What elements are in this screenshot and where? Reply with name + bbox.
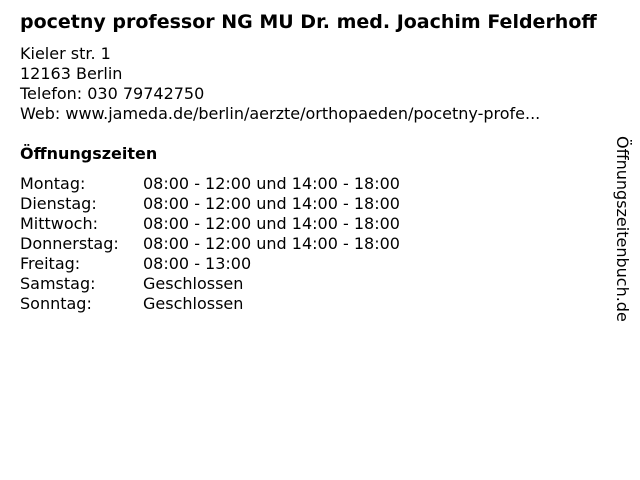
day-label: Freitag: <box>20 254 81 273</box>
hours-row-friday <box>20 254 400 274</box>
address-block <box>20 44 540 124</box>
day-label: Mittwoch: <box>20 214 98 233</box>
time-value: 08:00 - 13:00 <box>143 254 252 273</box>
hours-row-tuesday <box>20 194 400 214</box>
time-value: 08:00 - 12:00 und 14:00 - 18:00 <box>143 234 400 253</box>
day-label: Montag: <box>20 174 86 193</box>
time-value: 08:00 - 12:00 und 14:00 - 18:00 <box>143 174 400 193</box>
hours-row-sunday <box>20 294 400 314</box>
time-value: 08:00 - 12:00 und 14:00 - 18:00 <box>143 194 400 213</box>
time-value: Geschlossen <box>143 294 244 313</box>
day-label: Dienstag: <box>20 194 97 213</box>
business-title: pocetny professor NG MU Dr. med. Joachim Felderhoff <box>20 11 597 33</box>
time-value: Geschlossen <box>143 274 244 293</box>
time-value: 08:00 - 12:00 und 14:00 - 18:00 <box>143 214 400 233</box>
day-label: Donnerstag: <box>20 234 119 253</box>
source-watermark-label: Öffnungszeitenbuch.de <box>613 136 632 322</box>
phone-number: Telefon: 030 79742750 <box>20 84 205 103</box>
hours-row-monday <box>20 174 400 194</box>
street-address: Kieler str. 1 <box>20 44 111 63</box>
opening-hours-table <box>20 174 400 314</box>
opening-hours-heading: Öffnungszeiten <box>20 144 158 163</box>
hours-row-thursday <box>20 234 400 254</box>
website-link[interactable]: Web: www.jameda.de/berlin/aerzte/orthopaeden/pocetny-profe... <box>20 104 541 123</box>
city-postal: 12163 Berlin <box>20 64 123 83</box>
day-label: Sonntag: <box>20 294 92 313</box>
day-label: Samstag: <box>20 274 96 293</box>
hours-row-wednesday <box>20 214 400 234</box>
hours-row-saturday <box>20 274 400 294</box>
